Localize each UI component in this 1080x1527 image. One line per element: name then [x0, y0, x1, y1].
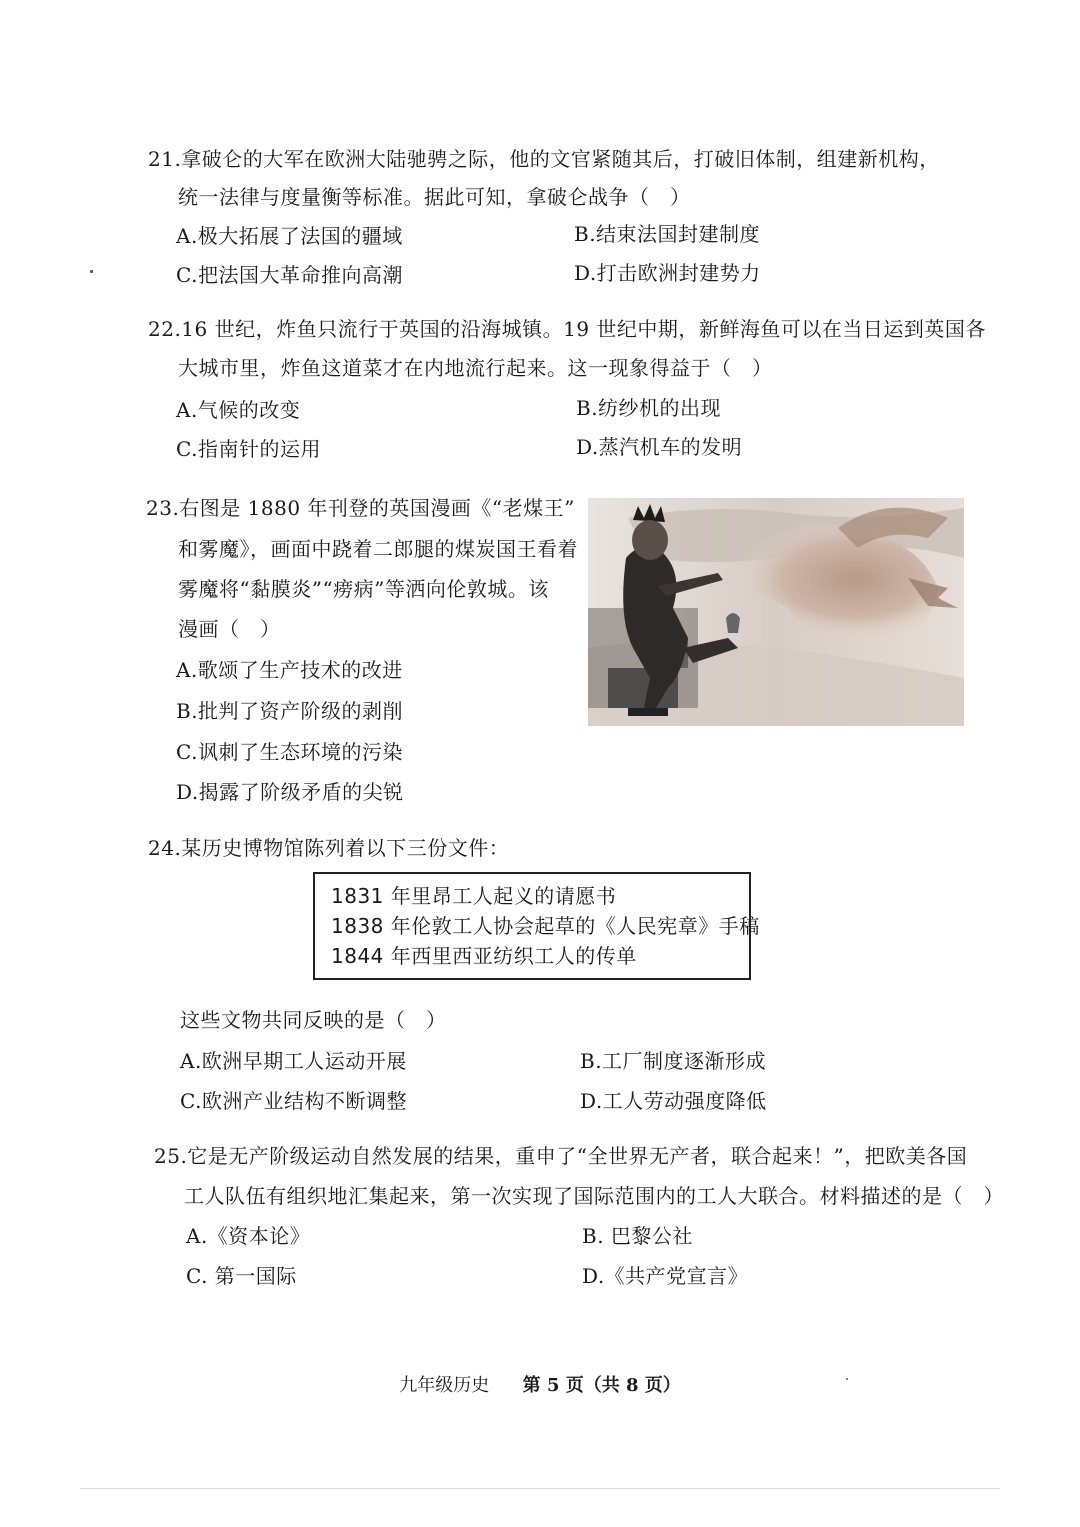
q23-option-b: B.批判了资产阶级的剥削: [176, 699, 404, 723]
q25-option-b: B. 巴黎公社: [582, 1224, 693, 1248]
q23-stem-line-1: 23.右图是 1880 年刊登的英国漫画《“老煤王”: [146, 496, 575, 520]
q25-option-d: D.《共产党宣言》: [582, 1264, 749, 1288]
q24-option-c: C.欧洲产业结构不断调整: [180, 1089, 407, 1113]
q25-option-a: A.《资本论》: [186, 1224, 311, 1248]
document-item: 1844 年西里西亚纺织工人的传单: [331, 944, 637, 968]
q21-stem-line-2: 统一法律与度量衡等标准。据此可知，拿破仑战争（ ）: [178, 185, 691, 209]
q22-stem-line-2: 大城市里，炸鱼这道菜才在内地流行起来。这一现象得益于（ ）: [178, 356, 773, 380]
document-item: 1831 年里昂工人起义的请愿书: [331, 884, 617, 908]
q24-option-b: B.工厂制度逐渐形成: [580, 1049, 767, 1073]
scan-speck: [846, 1378, 848, 1380]
q21-option-b: B.结束法国封建制度: [574, 222, 761, 246]
q24-option-a: A.欧洲早期工人运动开展: [180, 1049, 407, 1073]
document-item: 1838 年伦敦工人协会起草的《人民宪章》手稿: [331, 914, 760, 938]
q24-option-d: D.工人劳动强度降低: [580, 1089, 767, 1113]
q21-stem-line-1: 21.拿破仑的大军在欧洲大陆驰骋之际，他的文官紧随其后，打破旧体制，组建新机构，: [148, 147, 940, 171]
q22-stem-line-1: 22.16 世纪，炸鱼只流行于英国的沿海城镇。19 世纪中期，新鲜海鱼可以在当日运到英国各: [148, 317, 986, 341]
q22-option-a: A.气候的改变: [176, 398, 301, 422]
footer-page-number: 第 5 页（共 8 页）: [522, 1375, 681, 1396]
scan-edge-line: [80, 1488, 1000, 1489]
scan-speck: [90, 270, 93, 273]
q23-option-a: A.歌颂了生产技术的改进: [176, 658, 403, 682]
coal-king-fog-demon-cartoon: [588, 498, 964, 726]
q21-option-d: D.打击欧洲封建势力: [574, 261, 761, 285]
q25-stem-line-1: 25.它是无产阶级运动自然发展的结果，重申了“全世界无产者，联合起来！”，把欧美各国: [154, 1144, 968, 1168]
q22-option-c: C.指南针的运用: [176, 437, 321, 461]
q22-option-d: D.蒸汽机车的发明: [576, 435, 743, 459]
q23-stem-line-3: 雾魔将“黏膜炎”“痨病”等洒向伦敦城。该: [178, 577, 549, 601]
q22-option-b: B.纺纱机的出现: [576, 396, 722, 420]
q21-option-c: C.把法国大革命推向高潮: [176, 263, 403, 287]
footer-subject: 九年级历史: [399, 1375, 490, 1396]
q24-stem-line-1: 24.某历史博物馆陈列着以下三份文件：: [148, 836, 510, 860]
q23-option-d: D.揭露了阶级矛盾的尖锐: [176, 780, 404, 804]
q23-stem-line-2: 和雾魔》，画面中跷着二郎腿的煤炭国王看着: [178, 537, 578, 561]
q21-option-a: A.极大拓展了法国的疆域: [176, 224, 403, 248]
q25-stem-line-2: 工人队伍有组织地汇集起来，第一次实现了国际范围内的工人大联合。材料描述的是（ ）: [184, 1184, 1004, 1208]
q25-option-c: C. 第一国际: [186, 1264, 297, 1288]
q24-stem-line-2: 这些文物共同反映的是（ ）: [180, 1008, 447, 1032]
page-footer: [0, 1373, 1080, 1399]
q23-option-c: C.讽刺了生态环境的污染: [176, 740, 403, 764]
documents-box: [313, 872, 760, 980]
q23-stem-line-4: 漫画（ ）: [178, 617, 281, 641]
